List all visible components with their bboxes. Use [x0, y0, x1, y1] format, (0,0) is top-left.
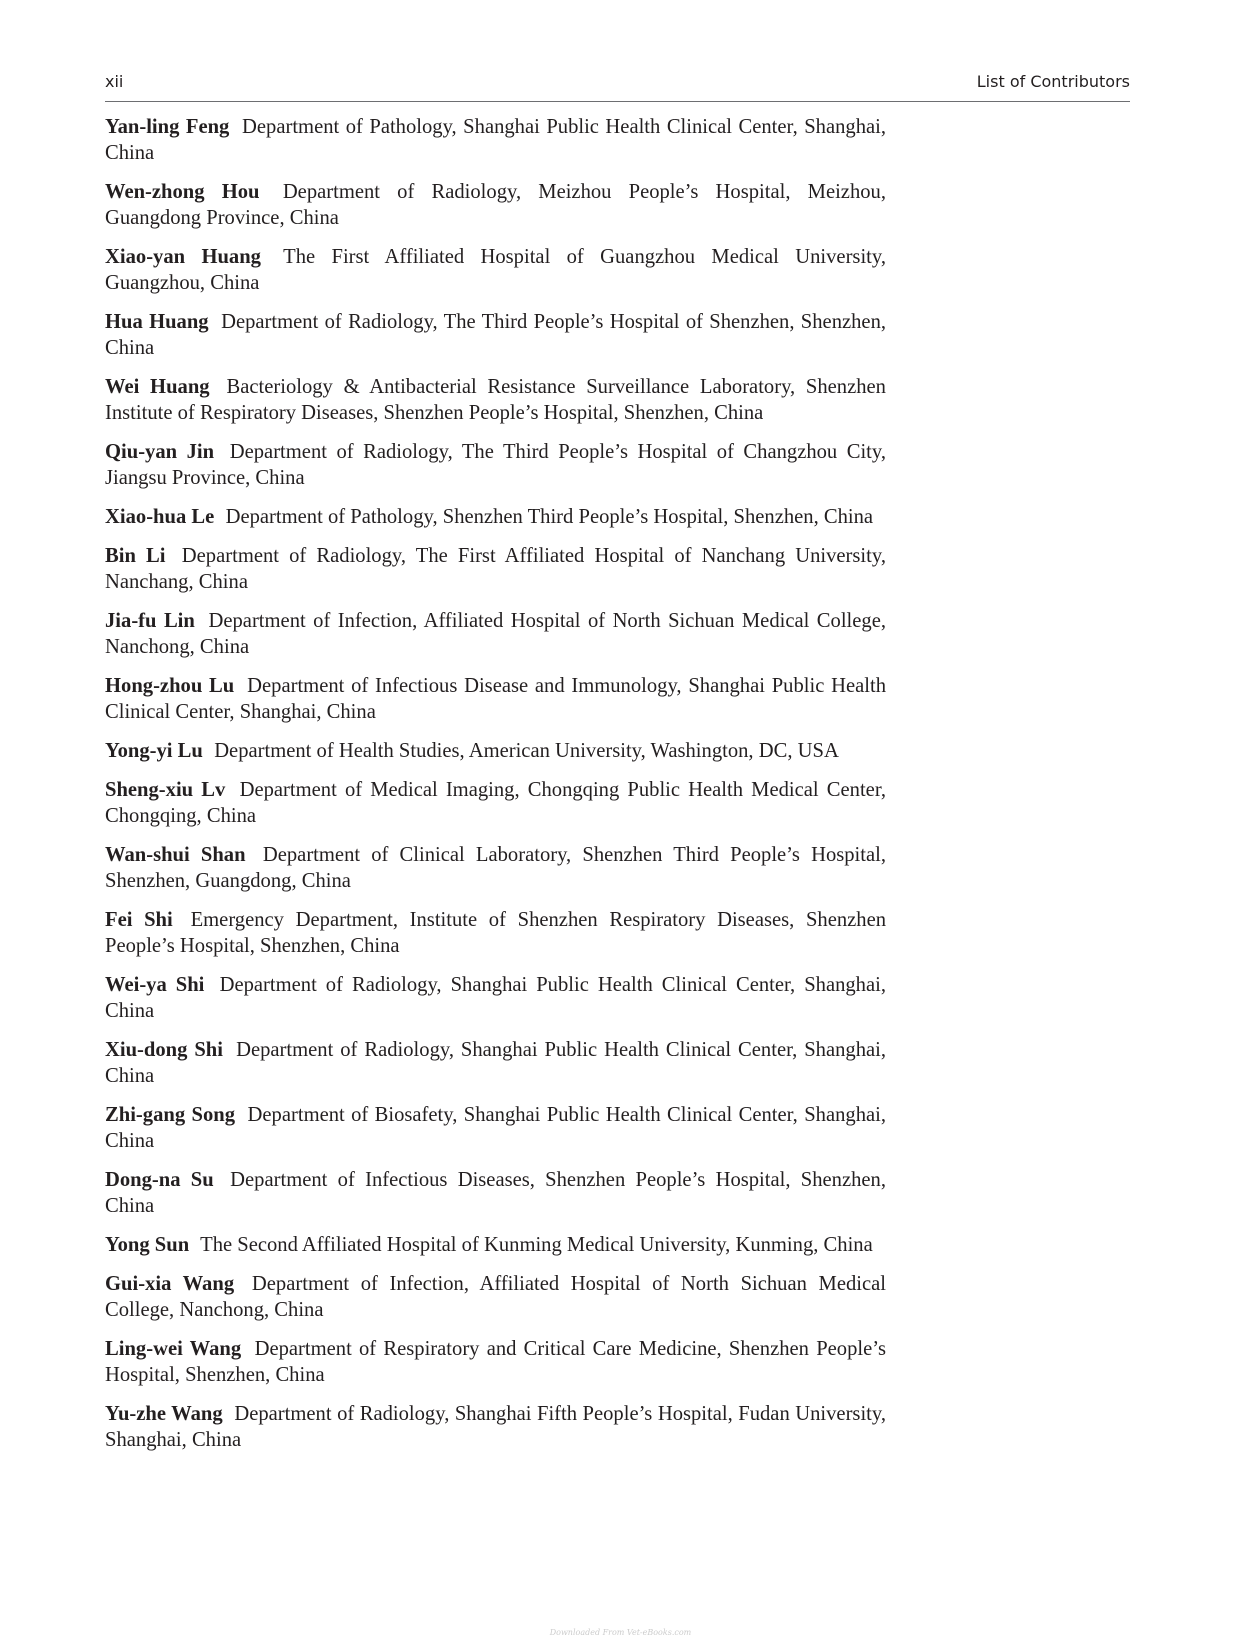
contributor-name: Yu-zhe Wang: [105, 1403, 223, 1425]
contributor-name: Hong-zhou Lu: [105, 675, 235, 697]
contributor-entry: [105, 1232, 886, 1258]
contributor-affiliation: Department of Radiology, The Third People’s Hospital of Changzhou City, Jiangsu Province, China: [105, 441, 887, 489]
contributor-entry: [105, 309, 886, 361]
contributor-name: Bin Li: [105, 545, 166, 567]
page-number: xii: [105, 72, 124, 91]
contributor-affiliation: Department of Radiology, The First Affiliated Hospital of Nanchang University, Nanchang, China: [105, 545, 886, 593]
contributor-name: Wen-zhong Hou: [105, 181, 260, 203]
contributor-entry: [105, 1102, 886, 1154]
contributor-affiliation: The Second Affiliated Hospital of Kunming Medical University, Kunming, China: [200, 1234, 873, 1256]
contributor-affiliation: Department of Biosafety, Shanghai Public Health Clinical Center, Shanghai, China: [105, 1104, 886, 1152]
contributor-entry: [105, 439, 886, 491]
contributor-affiliation: Department of Infectious Disease and Immunology, Shanghai Public Health Clinical Center, Shanghai, China: [105, 675, 886, 723]
contributor-affiliation: Department of Infection, Affiliated Hospital of North Sichuan Medical College, Nanchong, China: [105, 610, 887, 658]
contributor-entry: [105, 1037, 886, 1089]
contributor-entry: [105, 543, 886, 595]
contributor-entry: [105, 608, 886, 660]
contributor-name: Xiao-hua Le: [105, 506, 215, 528]
contributor-entry: [105, 907, 886, 959]
contributor-name: Yan-ling Feng: [105, 116, 230, 138]
contributor-name: Fei Shi: [105, 909, 173, 931]
contributor-entry: [105, 244, 886, 296]
contributor-entry: [105, 374, 886, 426]
contributor-entry: [105, 777, 886, 829]
contributor-name: Wei-ya Shi: [105, 974, 205, 996]
contributor-affiliation: Department of Health Studies, American University, Washington, DC, USA: [214, 740, 839, 762]
contributor-entry: [105, 842, 886, 894]
contributor-name: Jia-fu Lin: [105, 610, 195, 632]
contributor-name: Xiao-yan Huang: [105, 246, 261, 268]
contributor-affiliation: Department of Pathology, Shenzhen Third People’s Hospital, Shenzhen, China: [225, 506, 874, 528]
contributor-affiliation: Department of Respiratory and Critical Care Medicine, Shenzhen People’s Hospital, Shenzhen, China: [105, 1338, 886, 1386]
contributor-affiliation: Emergency Department, Institute of Shenzhen Respiratory Diseases, Shenzhen People’s Hospital, Shenzhen, China: [105, 909, 887, 957]
contributor-affiliation: Department of Radiology, Shanghai Public Health Clinical Center, Shanghai, China: [105, 1039, 886, 1087]
contributor-name: Sheng-xiu Lv: [105, 779, 226, 801]
contributor-entry: [105, 114, 886, 166]
contributor-name: Xiu-dong Shi: [105, 1039, 223, 1061]
contributor-name: Hua Huang: [105, 311, 209, 333]
contributor-name: Wei Huang: [105, 376, 210, 398]
contributor-affiliation: Department of Radiology, Shanghai Public Health Clinical Center, Shanghai, China: [105, 974, 886, 1022]
contributor-name: Wan-shui Shan: [105, 844, 246, 866]
contributor-entry: [105, 1271, 886, 1323]
contributor-affiliation: Department of Pathology, Shanghai Public Health Clinical Center, Shanghai, China: [105, 116, 887, 164]
contributor-entry: [105, 673, 886, 725]
contributor-entry: [105, 504, 886, 530]
contributor-name: Yong-yi Lu: [105, 740, 203, 762]
section-title: List of Contributors: [976, 72, 1130, 91]
contributor-entry: [105, 972, 886, 1024]
running-head: [105, 70, 1130, 102]
contributor-entry: [105, 1167, 886, 1219]
contributor-affiliation: The First Affiliated Hospital of Guangzhou Medical University, Guangzhou, China: [105, 246, 887, 294]
contributor-entry: [105, 1336, 886, 1388]
contributor-affiliation: Department of Radiology, Shanghai Fifth People’s Hospital, Fudan University, Shanghai, China: [105, 1403, 886, 1451]
contributor-entry: [105, 1401, 886, 1453]
contributor-name: Qiu-yan Jin: [105, 441, 215, 463]
watermark-text: Downloaded From Vet-eBooks.com: [549, 1628, 692, 1637]
contributor-affiliation: Department of Medical Imaging, Chongqing Public Health Medical Center, Chongqing, China: [105, 779, 886, 827]
contributor-affiliation: Bacteriology & Antibacterial Resistance Surveillance Laboratory, Shenzhen Institute of Respiratory Diseases, Shenzhen People’s Hospital, Shenzhen, China: [105, 376, 886, 424]
contributor-affiliation: Department of Radiology, The Third People’s Hospital of Shenzhen, Shenzhen, China: [105, 311, 887, 359]
contributor-affiliation: Department of Infection, Affiliated Hospital of North Sichuan Medical College, Nanchong, China: [105, 1273, 886, 1321]
contributor-name: Ling-wei Wang: [105, 1338, 242, 1360]
contributor-list: [105, 114, 886, 1466]
contributor-affiliation: Department of Infectious Diseases, Shenzhen People’s Hospital, Shenzhen, China: [105, 1169, 886, 1217]
contributor-name: Zhi-gang Song: [105, 1104, 235, 1126]
contributor-name: Dong-na Su: [105, 1169, 214, 1191]
contributor-name: Gui-xia Wang: [105, 1273, 235, 1295]
contributor-entry: [105, 179, 886, 231]
contributor-entry: [105, 738, 886, 764]
contributor-affiliation: Department of Clinical Laboratory, Shenzhen Third People’s Hospital, Shenzhen, Guangdong, China: [105, 844, 887, 892]
contributor-affiliation: Department of Radiology, Meizhou People’s Hospital, Meizhou, Guangdong Province, China: [105, 181, 886, 229]
contributor-name: Yong Sun: [105, 1234, 190, 1256]
